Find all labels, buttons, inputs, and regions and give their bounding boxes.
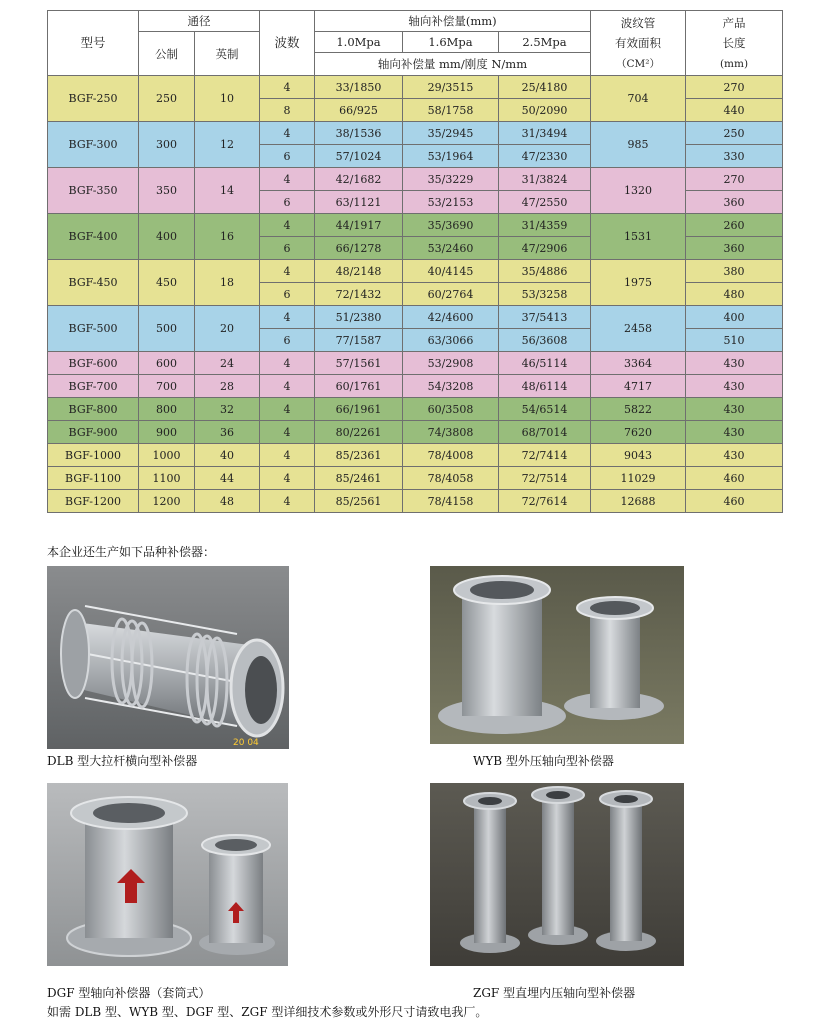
header-len-line3: (mm) <box>719 57 749 70</box>
cell-p3: 46/5114 <box>499 352 591 375</box>
cell-area: 12688 <box>591 490 686 513</box>
cell-p3: 31/3824 <box>499 168 591 191</box>
cell-imperial: 44 <box>195 467 260 490</box>
wyb-caption: WYB 型外压轴向型补偿器 <box>473 754 614 768</box>
header-area-line1: 波纹管 <box>620 15 656 30</box>
cell-p3: 54/6514 <box>499 398 591 421</box>
table-row <box>48 306 783 329</box>
intro-text: 本企业还生产如下品种补偿器： <box>47 545 216 559</box>
cell-model: BGF-400 <box>48 214 139 260</box>
cell-length: 430 <box>686 352 783 375</box>
cell-p3: 47/2550 <box>499 191 591 214</box>
cell-area: 1975 <box>591 260 686 306</box>
cell-p3: 68/7014 <box>499 421 591 444</box>
header-imperial: 英制 <box>195 32 260 76</box>
cell-area: 4717 <box>591 375 686 398</box>
cell-length: 360 <box>686 237 783 260</box>
cell-waves: 4 <box>260 421 315 444</box>
cell-metric: 1100 <box>139 467 195 490</box>
cell-p3: 25/4180 <box>499 76 591 99</box>
cell-p2: 53/1964 <box>403 145 499 168</box>
cell-length: 270 <box>686 76 783 99</box>
cell-waves: 4 <box>260 444 315 467</box>
zgf-photo <box>430 783 684 966</box>
cell-imperial: 32 <box>195 398 260 421</box>
cell-p1: 42/1682 <box>315 168 403 191</box>
cell-imperial: 12 <box>195 122 260 168</box>
table-row <box>48 260 783 283</box>
cell-model: BGF-800 <box>48 398 139 421</box>
cell-p2: 40/4145 <box>403 260 499 283</box>
cell-area: 9043 <box>591 444 686 467</box>
cell-p2: 78/4058 <box>403 467 499 490</box>
cell-length: 270 <box>686 168 783 191</box>
header-effective-area <box>591 11 686 76</box>
cell-model: BGF-350 <box>48 168 139 214</box>
cell-length: 400 <box>686 306 783 329</box>
cell-model: BGF-1000 <box>48 444 139 467</box>
cell-p2: 35/2945 <box>403 122 499 145</box>
cell-length: 430 <box>686 398 783 421</box>
cell-p3: 53/3258 <box>499 283 591 306</box>
cell-p1: 48/2148 <box>315 260 403 283</box>
cell-p1: 66/1961 <box>315 398 403 421</box>
cell-waves: 6 <box>260 145 315 168</box>
cell-waves: 6 <box>260 329 315 352</box>
cell-p3: 35/4886 <box>499 260 591 283</box>
cell-metric: 300 <box>139 122 195 168</box>
cell-imperial: 16 <box>195 214 260 260</box>
cell-waves: 4 <box>260 260 315 283</box>
cell-p1: 66/925 <box>315 99 403 122</box>
cell-p2: 78/4008 <box>403 444 499 467</box>
cell-p1: 85/2361 <box>315 444 403 467</box>
table-row <box>48 398 783 421</box>
cell-p2: 58/1758 <box>403 99 499 122</box>
header-axial-comp: 轴向补偿量(mm) <box>315 11 591 32</box>
header-area-line2: 有效面积 <box>615 35 661 50</box>
cell-p1: 38/1536 <box>315 122 403 145</box>
cell-area: 3364 <box>591 352 686 375</box>
cell-p1: 51/2380 <box>315 306 403 329</box>
cell-p2: 35/3229 <box>403 168 499 191</box>
table-row <box>48 168 783 191</box>
cell-waves: 4 <box>260 375 315 398</box>
cell-p1: 77/1587 <box>315 329 403 352</box>
wyb-photo <box>430 566 684 744</box>
cell-area: 5822 <box>591 398 686 421</box>
header-len-line2: 长度 <box>722 35 746 50</box>
cell-area: 2458 <box>591 306 686 352</box>
cell-model: BGF-600 <box>48 352 139 375</box>
cell-p3: 72/7414 <box>499 444 591 467</box>
cell-p2: 78/4158 <box>403 490 499 513</box>
cell-imperial: 10 <box>195 76 260 122</box>
cell-p1: 57/1561 <box>315 352 403 375</box>
table-row <box>48 444 783 467</box>
cell-waves: 4 <box>260 76 315 99</box>
cell-imperial: 20 <box>195 306 260 352</box>
cell-length: 380 <box>686 260 783 283</box>
header-area-line3: （CM²） <box>616 57 660 70</box>
cell-model: BGF-1200 <box>48 490 139 513</box>
cell-metric: 500 <box>139 306 195 352</box>
header-waves: 波数 <box>260 11 315 76</box>
cell-p2: 42/4600 <box>403 306 499 329</box>
cell-p2: 53/2460 <box>403 237 499 260</box>
cell-length: 360 <box>686 191 783 214</box>
cell-p2: 54/3208 <box>403 375 499 398</box>
dlb-date-stamp: 20 04 <box>233 738 259 748</box>
cell-waves: 4 <box>260 168 315 191</box>
cell-imperial: 14 <box>195 168 260 214</box>
zgf-caption: ZGF 型直埋内压轴向型补偿器 <box>473 986 636 1000</box>
cell-waves: 4 <box>260 122 315 145</box>
cell-model: BGF-300 <box>48 122 139 168</box>
cell-waves: 4 <box>260 490 315 513</box>
cell-p3: 50/2090 <box>499 99 591 122</box>
cell-metric: 250 <box>139 76 195 122</box>
cell-p1: 72/1432 <box>315 283 403 306</box>
cell-waves: 8 <box>260 99 315 122</box>
cell-p3: 47/2330 <box>499 145 591 168</box>
cell-p3: 47/2906 <box>499 237 591 260</box>
cell-p3: 56/3608 <box>499 329 591 352</box>
cell-p1: 57/1024 <box>315 145 403 168</box>
cell-p1: 85/2461 <box>315 467 403 490</box>
cell-imperial: 18 <box>195 260 260 306</box>
cell-imperial: 24 <box>195 352 260 375</box>
cell-length: 430 <box>686 421 783 444</box>
dgf-photo <box>47 783 288 966</box>
cell-p2: 53/2153 <box>403 191 499 214</box>
cell-p1: 66/1278 <box>315 237 403 260</box>
cell-imperial: 36 <box>195 421 260 444</box>
header-product-length <box>686 11 783 76</box>
cell-imperial: 28 <box>195 375 260 398</box>
cell-model: BGF-450 <box>48 260 139 306</box>
cell-p3: 72/7614 <box>499 490 591 513</box>
header-len-line1: 产品 <box>722 15 746 30</box>
cell-model: BGF-250 <box>48 76 139 122</box>
cell-metric: 450 <box>139 260 195 306</box>
cell-p2: 63/3066 <box>403 329 499 352</box>
cell-area: 985 <box>591 122 686 168</box>
cell-p2: 29/3515 <box>403 76 499 99</box>
table-row <box>48 352 783 375</box>
cell-waves: 4 <box>260 306 315 329</box>
header-pressure-2: 1.6Mpa <box>403 32 499 53</box>
cell-area: 11029 <box>591 467 686 490</box>
cell-model: BGF-700 <box>48 375 139 398</box>
table-row <box>48 122 783 145</box>
cell-metric: 1000 <box>139 444 195 467</box>
header-pressure-1: 1.0Mpa <box>315 32 403 53</box>
table-row <box>48 375 783 398</box>
table-row <box>48 490 783 513</box>
cell-p2: 60/3508 <box>403 398 499 421</box>
cell-length: 430 <box>686 375 783 398</box>
cell-p3: 31/4359 <box>499 214 591 237</box>
cell-p3: 72/7514 <box>499 467 591 490</box>
table-row <box>48 467 783 490</box>
cell-p2: 74/3808 <box>403 421 499 444</box>
cell-model: BGF-900 <box>48 421 139 444</box>
dlb-photo <box>47 566 289 749</box>
cell-length: 510 <box>686 329 783 352</box>
header-pressure-3: 2.5Mpa <box>499 32 591 53</box>
dgf-caption: DGF 型轴向补偿器（套筒式） <box>47 986 211 1000</box>
header-axial-subtitle: 轴向补偿量 mm/刚度 N/mm <box>315 53 591 76</box>
cell-length: 430 <box>686 444 783 467</box>
table-row <box>48 214 783 237</box>
cell-waves: 4 <box>260 467 315 490</box>
cell-waves: 4 <box>260 352 315 375</box>
cell-waves: 4 <box>260 214 315 237</box>
cell-p2: 53/2908 <box>403 352 499 375</box>
cell-metric: 350 <box>139 168 195 214</box>
cell-p1: 80/2261 <box>315 421 403 444</box>
footer-note: 如需 DLB 型、WYB 型、DGF 型、ZGF 型详细技术参数或外形尺寸请致电我厂。 <box>47 1005 488 1019</box>
table-row <box>48 76 783 99</box>
cell-p1: 85/2561 <box>315 490 403 513</box>
cell-area: 704 <box>591 76 686 122</box>
cell-model: BGF-1100 <box>48 467 139 490</box>
cell-area: 1320 <box>591 168 686 214</box>
cell-p3: 37/5413 <box>499 306 591 329</box>
cell-p2: 60/2764 <box>403 283 499 306</box>
cell-metric: 900 <box>139 421 195 444</box>
cell-length: 250 <box>686 122 783 145</box>
cell-p1: 33/1850 <box>315 76 403 99</box>
cell-area: 7620 <box>591 421 686 444</box>
cell-p3: 31/3494 <box>499 122 591 145</box>
header-model: 型号 <box>48 11 139 76</box>
header-metric: 公制 <box>139 32 195 76</box>
cell-metric: 600 <box>139 352 195 375</box>
cell-p1: 44/1917 <box>315 214 403 237</box>
cell-length: 480 <box>686 283 783 306</box>
cell-waves: 6 <box>260 283 315 306</box>
cell-metric: 1200 <box>139 490 195 513</box>
table-row <box>48 421 783 444</box>
cell-p3: 48/6114 <box>499 375 591 398</box>
cell-waves: 4 <box>260 398 315 421</box>
header-bore: 通径 <box>139 11 260 32</box>
cell-p1: 60/1761 <box>315 375 403 398</box>
cell-model: BGF-500 <box>48 306 139 352</box>
dlb-caption: DLB 型大拉杆横向型补偿器 <box>47 754 198 768</box>
cell-length: 440 <box>686 99 783 122</box>
cell-length: 260 <box>686 214 783 237</box>
cell-metric: 800 <box>139 398 195 421</box>
spec-table <box>47 10 783 513</box>
cell-p2: 35/3690 <box>403 214 499 237</box>
cell-metric: 700 <box>139 375 195 398</box>
cell-waves: 6 <box>260 237 315 260</box>
cell-p1: 63/1121 <box>315 191 403 214</box>
cell-waves: 6 <box>260 191 315 214</box>
cell-length: 330 <box>686 145 783 168</box>
cell-imperial: 40 <box>195 444 260 467</box>
cell-length: 460 <box>686 490 783 513</box>
cell-area: 1531 <box>591 214 686 260</box>
cell-imperial: 48 <box>195 490 260 513</box>
cell-metric: 400 <box>139 214 195 260</box>
cell-length: 460 <box>686 467 783 490</box>
